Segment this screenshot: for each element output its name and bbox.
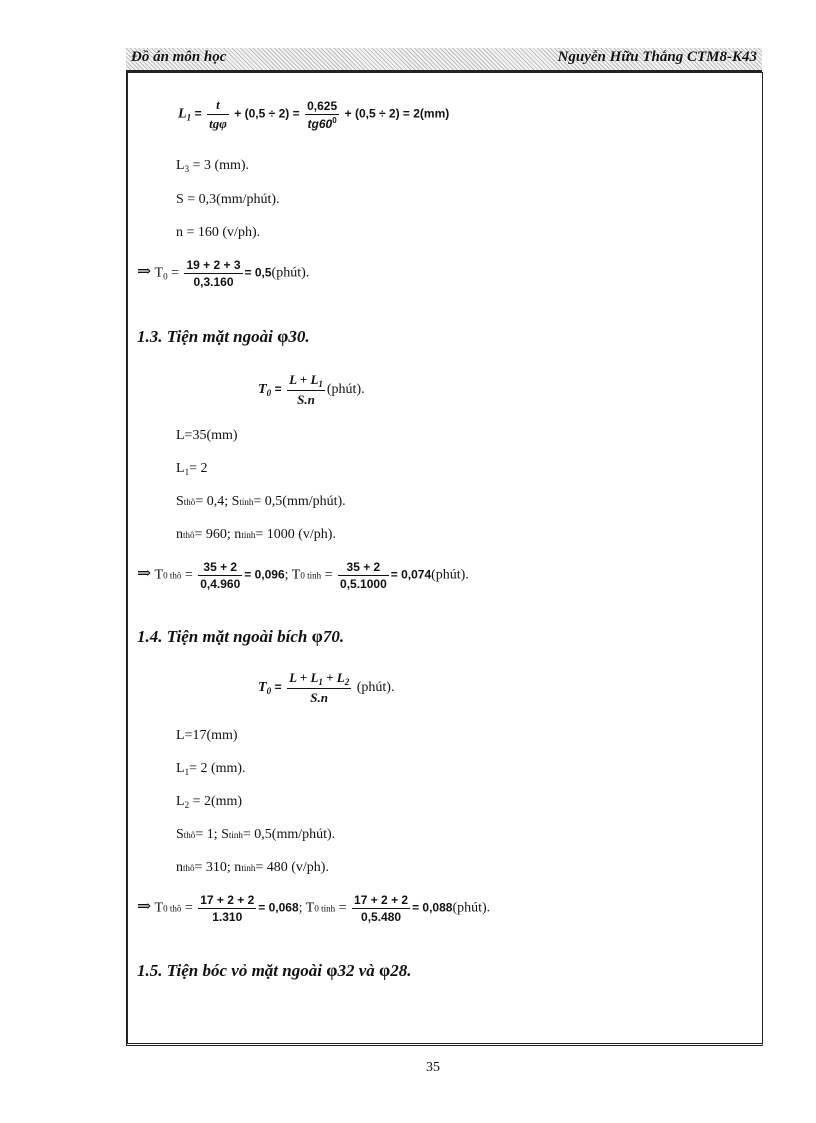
s13-result: ⇒ T0 thô = $\frac{35 + 2}{0,4.960}$ = 0,096; T0 tinh = $\frac{35 + 2}{0,5.1000}$ = 0,074(phút). xyxy=(137,560,469,591)
s14-r1-den: 1.310 xyxy=(198,908,256,924)
implies-arrow: ⇒ xyxy=(137,563,152,583)
s14-unit: (phút). xyxy=(452,900,491,916)
header-right: Nguyễn Hữu Thắng CTM8-K43 xyxy=(557,49,757,65)
s13-l1-label: L xyxy=(176,461,185,476)
s13-n-mid: = 960; n xyxy=(194,527,242,542)
s14-r2-den: 0,5.480 xyxy=(352,908,410,924)
s13-heading-text: 1.3. Tiện mặt ngoài xyxy=(137,327,273,346)
s13-s-pre: S xyxy=(176,494,184,509)
s14-l2-val: = 2(mm) xyxy=(192,794,243,809)
s14-l2-sub: 2 xyxy=(184,800,190,810)
s13-l1-sub: 1 xyxy=(184,467,190,477)
eq-l1-tail: + (0,5 ÷ 2) = 2(mm) xyxy=(344,106,450,121)
s15-heading-a: 1.5. Tiện bóc vỏ mặt ngoài xyxy=(137,961,322,980)
s13-r2-sub: 0 tinh xyxy=(300,570,322,581)
implies-arrow: ⇒ xyxy=(137,261,152,281)
s13-n-sub2: tinh xyxy=(241,530,256,540)
s13-formula-lhs: T xyxy=(258,382,267,398)
eq-l1-frac1-num: t xyxy=(216,97,220,112)
s13-r1-num: 35 + 2 xyxy=(203,560,238,574)
s13-l1-val: = 2 xyxy=(189,461,208,476)
s14-formula: $T_0$ = $\frac{L + L_1 + L_2}{S.n}$ (phút). xyxy=(258,670,395,705)
s14-n-sub1: thô xyxy=(183,863,195,873)
s12-l3-val: = 3 (mm). xyxy=(192,158,250,173)
s12-l3-sub: 3 xyxy=(184,164,190,174)
s14-l1 xyxy=(176,761,246,777)
s14-l2-label: L xyxy=(176,794,185,809)
s15-heading xyxy=(137,960,411,981)
s12-t-sub: 0 xyxy=(163,271,168,282)
s14-n-sub2: tinh xyxy=(241,863,256,873)
s14-formula-num: L + L xyxy=(289,670,319,685)
page-number: 35 xyxy=(426,1060,440,1075)
phi-icon: φ xyxy=(277,326,289,346)
s13-s-mid: = 0,4; S xyxy=(195,494,240,509)
s14-formula-num2: + L xyxy=(322,670,345,685)
s14-s-sub2: tinh xyxy=(228,830,243,840)
s13-r2-den: 0,5.1000 xyxy=(340,577,387,591)
eq-l1-frac2-den-sup: 0 xyxy=(332,115,337,125)
eq-l1-frac1 xyxy=(207,97,229,132)
s13-r2-frac xyxy=(338,560,389,591)
s14-heading-tail: 70. xyxy=(322,627,345,646)
s14-s-sub1: thô xyxy=(183,830,196,840)
s13-n-tail: = 1000 (v/ph). xyxy=(255,527,336,542)
s12-frac-num: 19 + 2 + 3 xyxy=(186,258,241,272)
s13-formula-num-sub: 1 xyxy=(318,379,323,389)
s12-n: n = 160 (v/ph). xyxy=(176,225,261,240)
s14-r1-num: 17 + 2 + 2 xyxy=(200,893,255,907)
s12-unit: (phút). xyxy=(271,265,310,281)
s14-l1-label: L xyxy=(176,761,185,776)
s13-s-sub2: tinh xyxy=(239,497,254,507)
eq-l1-lhs-sub: 1 xyxy=(186,112,192,123)
s14-r1-res: = 0,068 xyxy=(258,900,299,915)
s14-l1-val: = 2 (mm). xyxy=(189,761,246,776)
eq-l1-frac2-den: tg60 xyxy=(307,116,333,131)
s13-l1 xyxy=(176,461,207,477)
s13-r1-sub: 0 thô xyxy=(163,570,182,581)
s13-heading-tail: 30. xyxy=(288,327,310,346)
s12-frac-den: 0,3.160 xyxy=(184,273,242,289)
s13-formula-num: L + L xyxy=(289,372,319,387)
s13-r1-lhs: T xyxy=(154,567,164,583)
s14-s-pre: S xyxy=(176,827,184,842)
s13-formula: $T_0$ = $\frac{L + L_1}{S.n}$ (phút). xyxy=(258,372,365,407)
s14-formula-frac xyxy=(287,670,351,706)
s14-n-pre: n xyxy=(176,860,183,875)
s13-l: L=35(mm) xyxy=(176,428,238,443)
s13-r1-den: 0,4.960 xyxy=(200,577,241,591)
s13-n-sub1: thô xyxy=(183,530,195,540)
s14-s-tail: = 0,5(mm/phút). xyxy=(242,827,336,842)
s15-heading-b: 32 và xyxy=(337,961,375,980)
s13-n xyxy=(176,527,336,543)
s13-s-sub1: thô xyxy=(183,497,196,507)
s14-l1-sub: 1 xyxy=(184,767,190,777)
s14-r2-frac xyxy=(352,893,410,924)
s12-s: S = 0,3(mm/phút). xyxy=(176,192,280,207)
s13-r2-res: = 0,074 xyxy=(390,567,432,582)
s12-l3 xyxy=(176,158,249,174)
eq-l1: $L_1$ = t tgφ + (0,5 ÷ 2) = $\frac{0,625}{tg60^0}$ + (0,5 ÷ 2) = 2(mm) xyxy=(178,97,450,131)
s13-r1-frac xyxy=(198,560,242,591)
s13-n-pre: n xyxy=(176,527,183,542)
s12-frac xyxy=(184,258,242,289)
implies-arrow: ⇒ xyxy=(137,896,152,916)
s14-s xyxy=(176,827,335,843)
s13-sep: ; xyxy=(284,567,289,583)
s14-n-mid: = 310; n xyxy=(194,860,242,875)
s13-unit: (phút). xyxy=(431,567,469,583)
s13-formula-lhs-sub: 0 xyxy=(266,388,272,399)
s14-formula-lhs-sub: 0 xyxy=(266,686,272,697)
phi-icon: φ xyxy=(326,960,338,980)
s13-formula-unit: (phút). xyxy=(326,382,365,398)
s12-t-eq: = xyxy=(171,265,179,281)
s12-res: = 0,5 xyxy=(244,265,272,280)
s12-t-lhs: T xyxy=(154,265,164,281)
s14-formula-lhs: T xyxy=(258,680,267,696)
s14-result: ⇒ T0 thô = $\frac{17 + 2 + 2}{1.310}$ = 0,068; T0 tinh = $\frac{17 + 2 + 2}{0,5.480}$ = 0,088(phút). xyxy=(137,893,491,924)
s14-r2-lhs: T xyxy=(305,900,315,916)
s14-formula-num-sub: 1 xyxy=(318,677,323,687)
s14-s-mid: = 1; S xyxy=(195,827,229,842)
s13-r1-res: = 0,096 xyxy=(244,567,285,582)
s14-r2-sub: 0 tinh xyxy=(314,903,336,914)
s14-r1-frac xyxy=(198,893,256,924)
s14-l2 xyxy=(176,794,242,810)
s14-l: L=17(mm) xyxy=(176,728,238,743)
s14-r2-num: 17 + 2 + 2 xyxy=(354,893,409,907)
eq-l1-lhs: L xyxy=(178,106,187,122)
s14-heading xyxy=(137,626,344,647)
s13-s-tail: = 0,5(mm/phút). xyxy=(253,494,346,509)
s14-sep: ; xyxy=(298,900,303,916)
eq-l1-frac2-num: 0,625 xyxy=(307,98,338,113)
s14-formula-unit: (phút). xyxy=(356,680,395,696)
s13-formula-frac xyxy=(287,372,325,408)
s13-r2-num: 35 + 2 xyxy=(346,560,381,574)
s13-r2-lhs: T xyxy=(291,567,301,583)
s14-r1-lhs: T xyxy=(154,900,164,916)
s14-heading-text: 1.4. Tiện mặt ngoài bích xyxy=(137,627,308,646)
s14-r2-res: = 0,088 xyxy=(412,900,453,915)
header-left: Đồ án môn học xyxy=(131,49,227,65)
s14-formula-num-sub2: 2 xyxy=(344,677,350,687)
eq-l1-frac2 xyxy=(305,99,339,131)
s13-heading xyxy=(137,326,310,347)
phi-icon: φ xyxy=(311,626,323,646)
eq-l1-frac1-den: tgφ xyxy=(209,116,227,131)
s14-r1-sub: 0 thô xyxy=(163,903,182,914)
s12-l3-label: L xyxy=(176,158,185,173)
s14-n xyxy=(176,860,329,876)
page-header xyxy=(126,48,762,72)
s13-s xyxy=(176,494,346,510)
s14-formula-den: S.n xyxy=(287,688,351,706)
eq-l1-mid: + (0,5 ÷ 2) = xyxy=(234,106,300,121)
s12-result xyxy=(137,258,309,289)
s13-formula-den: S.n xyxy=(287,390,325,408)
s14-n-tail: = 480 (v/ph). xyxy=(255,860,329,875)
phi-icon: φ xyxy=(378,960,391,980)
s15-heading-c: 28. xyxy=(390,961,412,980)
